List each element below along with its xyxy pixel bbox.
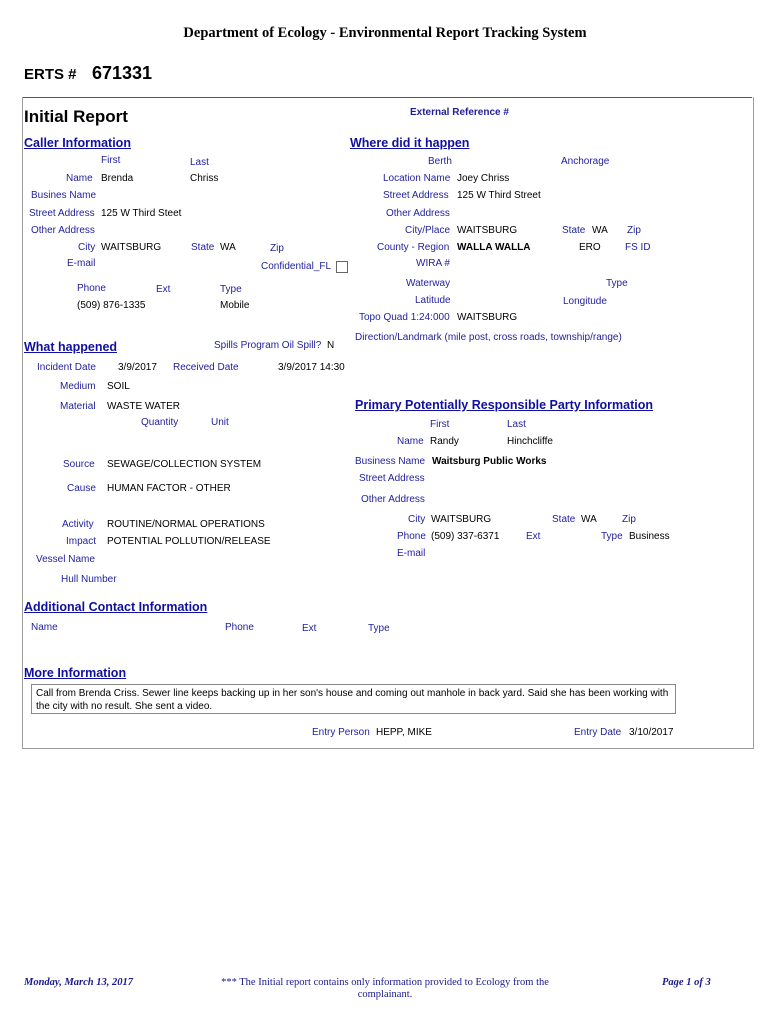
report-title: Initial Report xyxy=(24,107,128,126)
what-happened-heading: What happened xyxy=(24,340,118,354)
where-heading: Where did it happen xyxy=(350,136,470,150)
prp-heading: Primary Potentially Responsible Party Information xyxy=(355,398,653,412)
incident-date-label: Incident Date xyxy=(37,362,96,373)
prp-business-label: Business Name xyxy=(355,456,426,467)
prp-other-address-label: Other Address xyxy=(361,494,425,505)
topo-quad: WAITSBURG xyxy=(457,312,518,323)
impact-label: Impact xyxy=(66,536,97,547)
fs-id-label: FS ID xyxy=(625,242,651,253)
where-zip-label: Zip xyxy=(627,225,641,236)
source-label: Source xyxy=(63,459,95,470)
caller-first-name: Brenda xyxy=(101,173,134,184)
caller-zip-label: Zip xyxy=(270,243,284,254)
county: WALLA WALLA xyxy=(457,242,531,253)
prp-name-label: Name xyxy=(397,436,424,447)
prp-city: WAITSBURG xyxy=(431,514,492,525)
additional-ext-label: Ext xyxy=(302,623,317,634)
source: SEWAGE/COLLECTION SYSTEM xyxy=(107,459,262,470)
caller-name-label: Name xyxy=(66,173,93,184)
caller-state-label: State xyxy=(191,242,215,253)
footer-note-line1: *** The Initial report contains only information provided to Ecology from the xyxy=(221,977,549,988)
prp-last-name: Hinchcliffe xyxy=(507,436,553,447)
caller-state: WA xyxy=(220,242,236,253)
prp-state: WA xyxy=(581,514,597,525)
additional-name-label: Name xyxy=(31,622,58,633)
waterway-type-label: Type xyxy=(606,278,628,289)
activity-label: Activity xyxy=(62,519,94,530)
entry-date: 3/10/2017 xyxy=(629,727,674,738)
caller-city: WAITSBURG xyxy=(101,242,162,253)
where-city: WAITSBURG xyxy=(457,225,518,236)
topo-quad-label: Topo Quad 1:24:000 xyxy=(359,312,450,323)
confidential-label: Confidential_FL xyxy=(261,261,332,272)
entry-person-label: Entry Person xyxy=(312,727,370,738)
oil-spill-label: Spills Program Oil Spill? xyxy=(214,340,322,351)
prp-first-label: First xyxy=(430,419,450,430)
prp-first-name: Randy xyxy=(430,436,459,447)
additional-phone-label: Phone xyxy=(225,622,254,633)
caller-other-address-label: Other Address xyxy=(31,225,95,236)
anchorage-label: Anchorage xyxy=(561,156,610,167)
caller-phone: (509) 876-1335 xyxy=(77,300,146,311)
where-other-address-label: Other Address xyxy=(386,208,450,219)
medium-label: Medium xyxy=(60,381,96,392)
footer-page-number: Page 1 of 3 xyxy=(662,977,711,988)
caller-phone-label: Phone xyxy=(77,283,106,294)
where-state: WA xyxy=(592,225,608,236)
wira-label: WIRA # xyxy=(416,258,450,269)
location-name: Joey Chriss xyxy=(457,173,510,184)
county-region-label: County - Region xyxy=(377,242,450,253)
prp-phone-label: Phone xyxy=(397,531,426,542)
caller-type-label: Type xyxy=(220,284,242,295)
additional-contact-heading: Additional Contact Information xyxy=(24,600,208,614)
more-info-heading: More Information xyxy=(24,666,127,680)
additional-type-label: Type xyxy=(368,623,390,634)
footer-note-line2: complainant. xyxy=(357,989,413,1000)
caller-phone-type: Mobile xyxy=(220,300,250,311)
impact: POTENTIAL POLLUTION/RELEASE xyxy=(107,536,271,547)
longitude-label: Longitude xyxy=(563,296,607,307)
prp-business: Waitsburg Public Works xyxy=(432,456,547,467)
oil-spill-value: N xyxy=(327,340,335,351)
entry-person: HEPP, MIKE xyxy=(376,727,432,738)
activity: ROUTINE/NORMAL OPERATIONS xyxy=(107,519,265,530)
latitude-label: Latitude xyxy=(415,295,451,306)
waterway-label: Waterway xyxy=(406,278,451,289)
medium: SOIL xyxy=(107,381,130,392)
caller-last-name: Chriss xyxy=(190,173,219,184)
entry-date-label: Entry Date xyxy=(574,727,622,738)
location-name-label: Location Name xyxy=(383,173,451,184)
confidential-checkbox[interactable] xyxy=(336,261,348,273)
prp-last-label: Last xyxy=(507,419,526,430)
cause-label: Cause xyxy=(67,483,96,494)
prp-city-label: City xyxy=(408,514,426,525)
caller-last-label: Last xyxy=(190,157,209,168)
erts-label: ERTS # xyxy=(24,66,77,83)
caller-info-heading: Caller Information xyxy=(24,136,131,150)
footer-date: Monday, March 13, 2017 xyxy=(24,977,133,988)
caller-first-label: First xyxy=(101,155,121,166)
where-street: 125 W Third Street xyxy=(457,190,541,201)
unit-label: Unit xyxy=(211,417,229,428)
prp-phone: (509) 337-6371 xyxy=(431,531,500,542)
caller-ext-label: Ext xyxy=(156,284,171,295)
berth-label: Berth xyxy=(428,156,452,167)
caller-city-label: City xyxy=(78,242,96,253)
prp-state-label: State xyxy=(552,514,576,525)
received-date-label: Received Date xyxy=(173,362,239,373)
caller-street: 125 W Third Steet xyxy=(101,208,182,219)
caller-email-label: E-mail xyxy=(67,258,96,269)
erts-number: 671331 xyxy=(92,63,153,83)
where-street-label: Street Address xyxy=(383,190,449,201)
caller-street-label: Street Address xyxy=(29,208,95,219)
prp-street-label: Street Address xyxy=(359,473,425,484)
prp-email-label: E-mail xyxy=(397,548,426,559)
direction-landmark-label: Direction/Landmark (mile post, cross roads, township/range) xyxy=(355,332,622,343)
city-place-label: City/Place xyxy=(405,225,451,236)
hull-number-label: Hull Number xyxy=(61,574,117,585)
material: WASTE WATER xyxy=(107,401,180,412)
region: ERO xyxy=(579,242,601,253)
page-title: Department of Ecology - Environmental Report Tracking System xyxy=(183,25,587,41)
prp-type: Business xyxy=(629,531,670,542)
more-info-text: Call from Brenda Criss. Sewer line keeps backing up in her son's house and coming out manhole in back yard. Said she has been working with the city with no result. She sent a video. xyxy=(31,684,676,714)
where-state-label: State xyxy=(562,225,586,236)
quantity-label: Quantity xyxy=(141,417,179,428)
material-label: Material xyxy=(60,401,96,412)
prp-zip-label: Zip xyxy=(622,514,636,525)
vessel-name-label: Vessel Name xyxy=(36,554,95,565)
received-date: 3/9/2017 14:30 xyxy=(278,362,345,373)
incident-date: 3/9/2017 xyxy=(118,362,157,373)
cause: HUMAN FACTOR - OTHER xyxy=(107,483,231,494)
caller-business-label: Busines Name xyxy=(31,190,97,201)
prp-type-label: Type xyxy=(601,531,623,542)
prp-ext-label: Ext xyxy=(526,531,541,542)
external-reference-label: External Reference # xyxy=(410,107,509,118)
